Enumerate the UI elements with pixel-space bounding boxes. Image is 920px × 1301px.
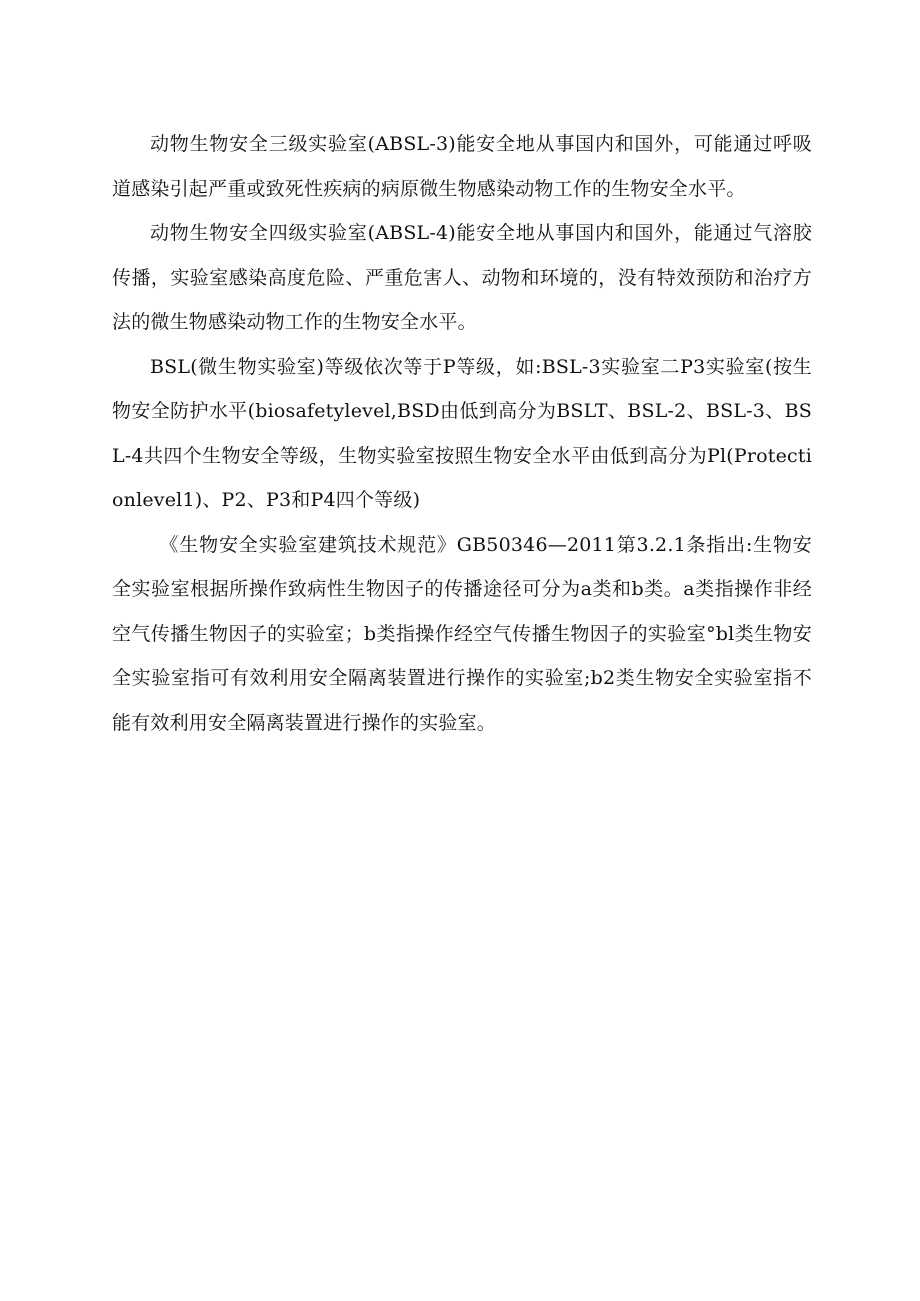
paragraph-absl3: 动物生物安全三级实验室(ABSL-3)能安全地从事国内和国外，可能通过呼吸道感染引起严重或致死性疾病的病原微生物感染动物工作的生物安全水平。 bbox=[112, 133, 812, 200]
paragraph-gb50346: 《生物安全实验室建筑技术规范》GB50346—2011第3.2.1条指出:生物安全实验室根据所操作致病性生物因子的传播途径可分为a类和b类。a类指操作非经空气传播生物因子的实验室；b类指操作经空气传播生物因子的实验室°bl类生物安全实验室指可有效利用安全隔离装置进行操作的实验室;b2类生物安全实验室指不能有效利用安全隔离装置进行操作的实验室。 bbox=[112, 533, 812, 734]
document-body bbox=[112, 122, 812, 745]
paragraph-bsl-levels: BSL(微生物实验室)等级依次等于P等级，如:BSL-3实验室二P3实验室(按生物安全防护水平(biosafetylevel,BSD由低到高分为BSLT、BSL-2、BSL-3、BSL-4共四个生物安全等级，生物实验室按照生物安全水平由低到高分为Pl(Protectionlevel1)、P2、P3和P4四个等级) bbox=[112, 355, 812, 511]
paragraph-absl4: 动物生物安全四级实验室(ABSL-4)能安全地从事国内和国外，能通过气溶胶传播，实验室感染高度危险、严重危害人、动物和环境的，没有特效预防和治疗方法的微生物感染动物工作的生物安全水平。 bbox=[112, 222, 812, 333]
